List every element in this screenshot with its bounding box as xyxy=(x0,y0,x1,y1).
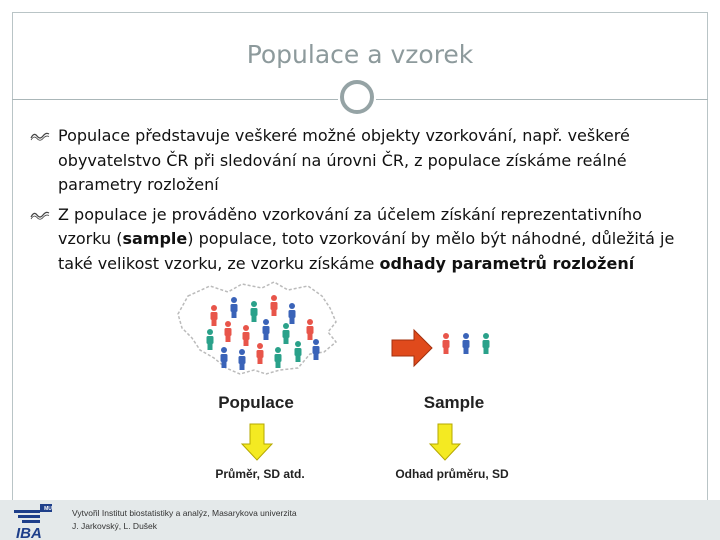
title-rule-right xyxy=(376,99,708,100)
person-icon xyxy=(307,319,314,340)
person-icon xyxy=(231,297,238,318)
title-circle-ornament xyxy=(340,80,374,114)
person-icon xyxy=(275,347,282,368)
population-label: Populace xyxy=(218,393,294,412)
population-sample-diagram xyxy=(170,278,540,498)
bullet-text-part: ) populace, toto vzorkování by mělo být náhodné, důležitá je také velikost vzorku, ze vzorku získáme xyxy=(58,229,675,273)
footer-credit-line1: Vytvořil Institut biostatistiky a analýz, Masarykova univerzita xyxy=(72,508,297,518)
person-icon xyxy=(251,301,258,322)
person-icon xyxy=(207,329,214,350)
wave-bullet-icon xyxy=(30,210,50,220)
bullet-text-population: Populace představuje veškeré možné objekty vzorkování, např. veškeré obyvatelstvo ČR při sledování na úrovni ČR, z populace získáme reálné parametry rozložení xyxy=(58,126,630,194)
person-icon xyxy=(295,341,302,362)
footer-credit-line2: J. Jarkovský, L. Dušek xyxy=(72,520,158,531)
person-icon xyxy=(463,333,470,354)
sample-people xyxy=(443,333,490,354)
footer-credits xyxy=(72,507,297,532)
person-icon xyxy=(239,349,246,370)
person-icon xyxy=(221,347,228,368)
sample-down-arrow xyxy=(430,424,460,460)
iba-logo xyxy=(10,500,60,540)
person-icon xyxy=(271,295,278,316)
slide-title: Populace a vzorek xyxy=(246,40,474,69)
bullet-bold-sample: sample xyxy=(122,229,188,248)
wave-bullet-icon xyxy=(30,131,50,141)
bullet-text-part: Z populace je prováděno vzorkování za účelem získání reprezentativního vzorku ( xyxy=(58,204,642,248)
person-icon xyxy=(257,343,264,364)
person-icon xyxy=(289,303,296,324)
sample-result-label: Odhad průměru, SD xyxy=(395,467,509,481)
bullet-list xyxy=(28,124,700,281)
person-icon xyxy=(283,323,290,344)
person-icon xyxy=(225,321,232,342)
person-icon xyxy=(483,333,490,354)
svg-text:IBA: IBA xyxy=(16,525,42,540)
svg-text:MU: MU xyxy=(44,506,52,512)
population-down-arrow xyxy=(242,424,272,460)
sample-label: Sample xyxy=(423,393,485,412)
sampling-arrow xyxy=(392,330,432,366)
person-icon xyxy=(243,325,250,346)
person-icon xyxy=(211,305,218,326)
population-result-label: Průměr, SD atd. xyxy=(215,467,305,481)
bullet-item-sampling xyxy=(28,203,700,277)
title-rule-left xyxy=(12,99,338,100)
bullet-item-population xyxy=(28,124,700,198)
person-icon xyxy=(313,339,320,360)
person-icon xyxy=(263,319,270,340)
bullet-bold-estimates: odhady parametrů rozložení xyxy=(379,253,635,273)
person-icon xyxy=(443,333,450,354)
population-people xyxy=(207,295,320,370)
